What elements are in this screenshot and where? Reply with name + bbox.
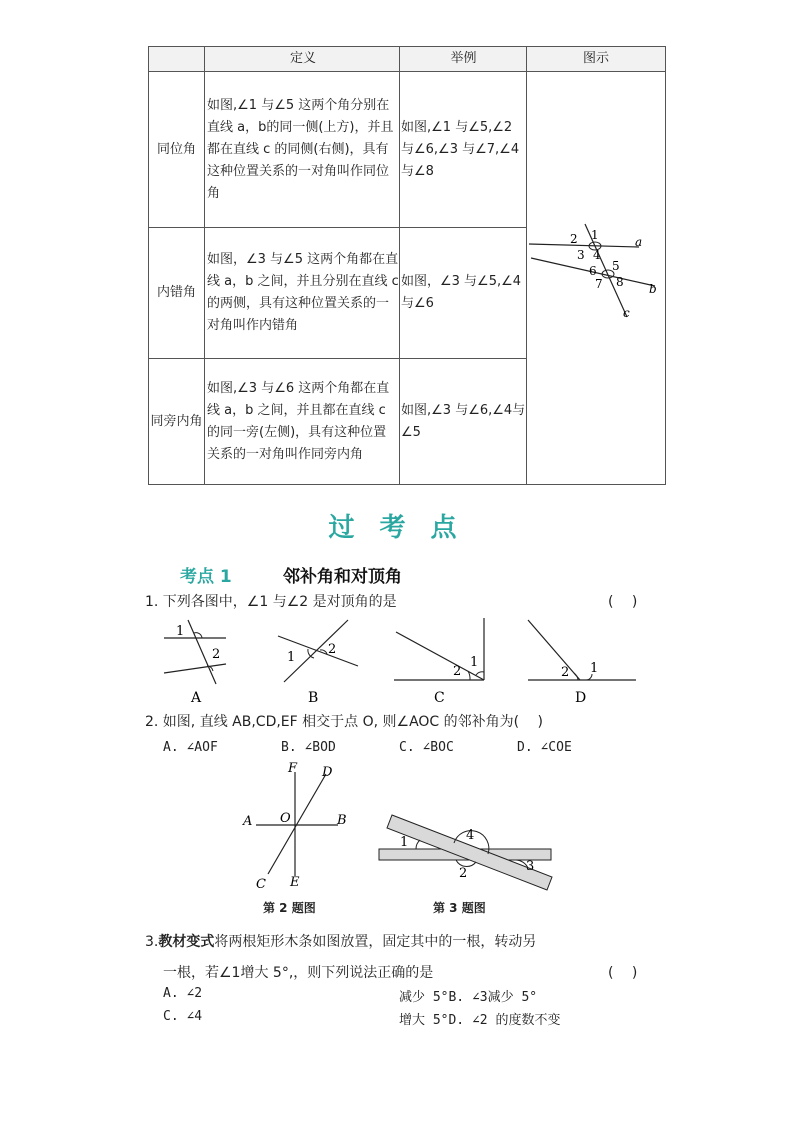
q3-option-c: C. ∠4 <box>163 1009 203 1024</box>
angle-label: 2 <box>212 647 221 662</box>
option-a: A. ∠AOF <box>163 740 218 755</box>
fig-label: 3 <box>577 248 585 262</box>
angle-label: 2 <box>328 642 337 657</box>
question-1-paren: ( ) <box>608 594 638 610</box>
angle-label: 2 <box>453 664 462 679</box>
point-label: A <box>243 814 253 829</box>
fig-label: 4 <box>466 828 475 843</box>
table-header-cell: 图示 <box>527 47 666 72</box>
option-a-figure <box>164 620 226 706</box>
table-row <box>149 72 666 228</box>
question-2-caption: 第 2 题图 <box>263 901 316 915</box>
fig-label: 2 <box>459 866 468 881</box>
row-name: 内错角 <box>149 228 205 359</box>
row-example: 如图,∠3 与∠6,∠4与∠5 <box>400 359 527 485</box>
option-letter: B <box>308 690 319 706</box>
q3-option-a: A. ∠2 <box>163 986 203 1001</box>
angle-definition-table <box>148 46 666 485</box>
question-number: 3. <box>145 934 159 950</box>
fig-label: 3 <box>526 859 535 874</box>
fig-label: 1 <box>400 835 409 850</box>
row-definition: 如图，∠3 与∠5 这两个角都在直线 a，b 之间，并且分别在直线 c 的两侧，具有这种位置关系的一对角叫作内错角 <box>205 228 400 359</box>
row-definition: 如图,∠1 与∠5 这两个角分别在直线 a，b的同一侧(上方)，并且都在直线 c 的同侧(右侧)，具有这种位置关系的一对角叫作同位角 <box>205 72 400 228</box>
option-b-figure <box>278 620 358 706</box>
row-name: 同旁内角 <box>149 359 205 485</box>
option-letter: C <box>434 690 445 706</box>
point-label: D <box>322 765 333 780</box>
fig-label: 4 <box>593 248 601 262</box>
option-b: B. ∠BOD <box>281 740 336 755</box>
question-1-figures <box>150 612 650 707</box>
fig-label: a <box>635 235 643 249</box>
fig-label: 7 <box>595 277 603 291</box>
question-2-text: 2. 如图, 直线 AB,CD,EF 相交于点 O, 则∠AOC 的邻补角为( ) <box>145 714 544 730</box>
question-tag: 教材变式 <box>158 934 215 950</box>
fig-label: b <box>649 282 657 296</box>
question-3-text: 将两根矩形木条如图放置，固定其中的一根，转动另 <box>214 934 537 950</box>
row-definition: 如图,∠3 与∠6 这两个角都在直线 a，b 之间，并且都在直线 c 的同一旁(左侧)，具有这种位置关系的一对角叫作同旁内角 <box>205 359 400 485</box>
question-3-text-2: 一根，若∠1增大 5°,，则下列说法正确的是 <box>163 965 434 981</box>
kaodian-name: 邻补角和对顶角 <box>283 567 402 587</box>
option-letter: A <box>191 690 202 706</box>
angle-label: 1 <box>287 650 296 665</box>
question-3-caption: 第 3 题图 <box>433 901 486 915</box>
row-example: 如图,∠1 与∠5,∠2 与∠6,∠3 与∠7,∠4与∠8 <box>400 72 527 228</box>
kaodian-label: 考点 1 <box>180 567 232 587</box>
question-3-figure <box>376 810 556 895</box>
angle-label: 1 <box>590 661 599 676</box>
fig-label: 1 <box>591 228 599 242</box>
option-c-figure <box>394 618 484 706</box>
option-c: C. ∠BOC <box>399 740 454 755</box>
fig-label: 8 <box>616 275 624 289</box>
fig-label: 2 <box>570 232 578 246</box>
figure-cell <box>527 72 666 485</box>
section-title: 过 考 点 <box>328 513 465 543</box>
fig-label: 5 <box>612 259 620 273</box>
q3-option-c-cont: 增大 5°D. ∠2 的度数不变 <box>399 1013 561 1028</box>
fig-label: 6 <box>589 264 597 278</box>
transversal-figure <box>527 214 665 334</box>
point-label: F <box>288 761 298 776</box>
option-d: D. ∠COE <box>517 740 572 755</box>
angle-label: 2 <box>561 665 570 680</box>
point-label: C <box>256 877 266 892</box>
angle-label: 1 <box>470 655 479 670</box>
question-2-figure <box>238 758 358 893</box>
table-header-cell: 举例 <box>400 47 527 72</box>
point-label: E <box>290 875 300 890</box>
option-d-figure <box>528 620 636 706</box>
table-header-row <box>149 47 666 72</box>
fig-label: c <box>623 306 630 320</box>
question-3-line-1 <box>145 931 536 951</box>
question-1-text: 1. 下列各图中，∠1 与∠2 是对顶角的是 <box>145 594 397 610</box>
angle-label: 1 <box>176 624 185 639</box>
point-label: B <box>337 813 347 828</box>
row-example: 如图，∠3 与∠5,∠4与∠6 <box>400 228 527 359</box>
table-header-cell: 定义 <box>205 47 400 72</box>
table-header-cell <box>149 47 205 72</box>
q3-option-a-cont: 减少 5°B. ∠3减少 5° <box>399 990 538 1005</box>
option-letter: D <box>575 690 587 706</box>
question-3-paren: ( ) <box>608 965 638 981</box>
point-label: O <box>280 811 291 826</box>
row-name: 同位角 <box>149 72 205 228</box>
